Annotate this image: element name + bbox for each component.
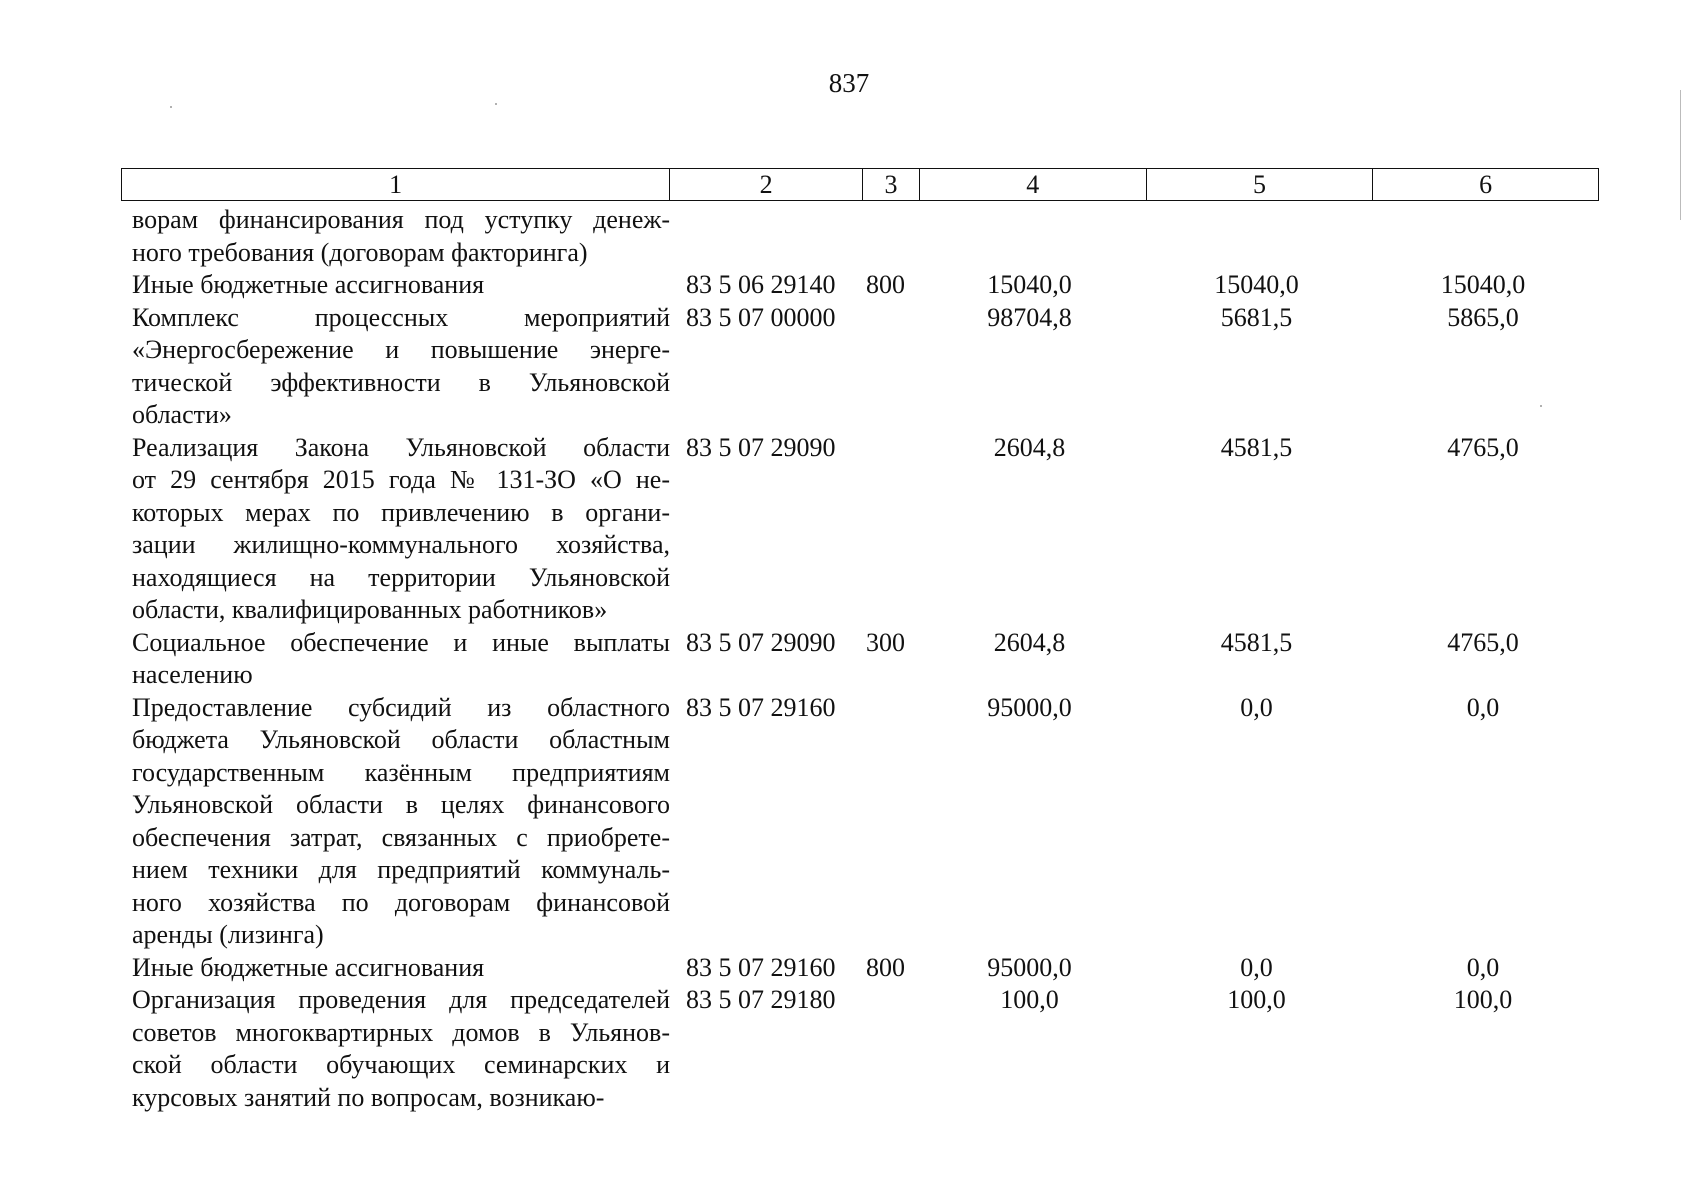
row-name-line: которых мерах по привлечению в органи-	[132, 497, 670, 527]
row-name-line: Комплекс процессных мероприятий	[132, 302, 670, 332]
table-row	[121, 204, 1599, 269]
row-vr: 300	[866, 627, 905, 657]
row-value-5: 100,0	[1227, 985, 1286, 1014]
row-name-line: обеспечения затрат, связанных с приобрете-	[132, 822, 670, 852]
header-col-3: 3	[862, 169, 919, 200]
row-value-6: 0,0	[1466, 692, 1500, 722]
header-col-4: 4	[919, 169, 1146, 200]
row-name-line: бюджета Ульяновской области областным	[132, 725, 670, 754]
table-row	[121, 952, 1599, 985]
row-name-line: Иные бюджетные ассигнования	[132, 270, 485, 299]
row-name-line: советов многоквартирных домов в Ульянов-	[132, 1017, 670, 1047]
table-row	[121, 627, 1599, 692]
page-number: 837	[828, 68, 870, 98]
row-value-4: 98704,8	[987, 302, 1072, 332]
row-vr: 800	[866, 952, 905, 982]
header-col-2: 2	[669, 169, 862, 200]
row-value-6: 15040,0	[1440, 270, 1526, 299]
row-name-line: государственным казённым предприятиям	[132, 757, 670, 787]
row-value-5: 15040,0	[1214, 270, 1299, 299]
row-value-5: 4581,5	[1220, 627, 1293, 657]
row-name-line: ного требования (договорам факторинга)	[132, 237, 588, 267]
header-col-6: 6	[1372, 169, 1598, 200]
row-name	[121, 204, 670, 269]
row-value-4: 100,0	[1000, 985, 1059, 1014]
row-name-line: населению	[132, 660, 253, 689]
row-name-line: ворам финансирования под уступку денеж-	[132, 205, 670, 234]
row-name-line: находящиеся на территории Ульяновской	[132, 562, 670, 592]
table-header	[121, 168, 1599, 201]
row-code: 83 5 07 29090	[686, 432, 836, 462]
scan-edge-mark	[1680, 90, 1681, 220]
row-value-5: 4581,5	[1220, 432, 1293, 462]
row-value-5: 0,0	[1240, 952, 1273, 982]
row-name-line: нием техники для предприятий коммуналь-	[132, 855, 670, 884]
row-value-6: 4765,0	[1447, 432, 1519, 462]
row-name-line: аренды (лизинга)	[132, 920, 324, 949]
row-name-line: ного хозяйства по договорам финансовой	[132, 887, 670, 917]
row-name-line: курсовых занятий по вопросам, возникаю-	[132, 1082, 605, 1112]
row-code: 83 5 07 29160	[686, 952, 836, 982]
row-name-line: «Энергосбережение и повышение энерге-	[132, 335, 670, 364]
row-name-line: Организация проведения для председателей	[132, 985, 670, 1014]
table-row	[121, 984, 1599, 1114]
row-value-4: 95000,0	[987, 692, 1072, 722]
row-name	[121, 952, 670, 985]
row-name-line: области, квалифицированных работников»	[132, 595, 608, 624]
row-value-4: 2604,8	[993, 627, 1066, 657]
table-row	[121, 432, 1599, 627]
row-name-line: тической эффективности в Ульяновской	[132, 367, 670, 397]
row-name	[121, 984, 670, 1114]
row-name-line: Ульяновской области в целях финансового	[132, 790, 670, 819]
header-col-5: 5	[1146, 169, 1373, 200]
table-row	[121, 269, 1599, 302]
row-name	[121, 269, 670, 302]
row-name-line: от 29 сентября 2015 года № 131-ЗО «О не-	[132, 465, 670, 494]
row-name-line: Реализация Закона Ульяновской области	[132, 432, 670, 462]
row-value-6: 5865,0	[1447, 302, 1519, 332]
row-value-6: 100,0	[1453, 985, 1513, 1014]
row-value-6: 0,0	[1466, 952, 1500, 982]
row-value-4: 95000,0	[987, 952, 1072, 982]
row-vr: 800	[866, 270, 905, 299]
row-name-line: ской области обучающих семинарских и	[132, 1050, 670, 1079]
row-code: 83 5 07 00000	[686, 302, 836, 332]
scan-speck	[170, 106, 172, 108]
table-row	[121, 692, 1599, 952]
row-name	[121, 692, 670, 952]
scan-speck	[1540, 405, 1542, 407]
row-value-6: 4765,0	[1447, 627, 1519, 657]
row-code: 83 5 07 29180	[686, 985, 836, 1014]
row-name	[121, 432, 670, 627]
header-col-1: 1	[389, 170, 403, 199]
row-name-line: Предоставление субсидий из областного	[132, 692, 670, 722]
row-name-line: Иные бюджетные ассигнования	[132, 952, 485, 982]
row-value-4: 15040,0	[987, 270, 1072, 299]
row-name	[121, 627, 670, 692]
row-name-line: зации жилищно-коммунального хозяйства,	[132, 530, 670, 559]
row-value-5: 5681,5	[1220, 302, 1293, 332]
row-name	[121, 302, 670, 432]
row-value-5: 0,0	[1240, 692, 1273, 722]
table-body	[121, 204, 1599, 1114]
row-value-4: 2604,8	[993, 432, 1066, 462]
table-row	[121, 302, 1599, 432]
row-name-line: области»	[132, 400, 232, 429]
row-name-line: Социальное обеспечение и иные выплаты	[132, 627, 670, 657]
row-code: 83 5 07 29090	[686, 627, 836, 657]
row-code: 83 5 07 29160	[686, 692, 836, 722]
row-code: 83 5 06 29140	[686, 270, 836, 299]
scan-speck	[495, 103, 497, 105]
